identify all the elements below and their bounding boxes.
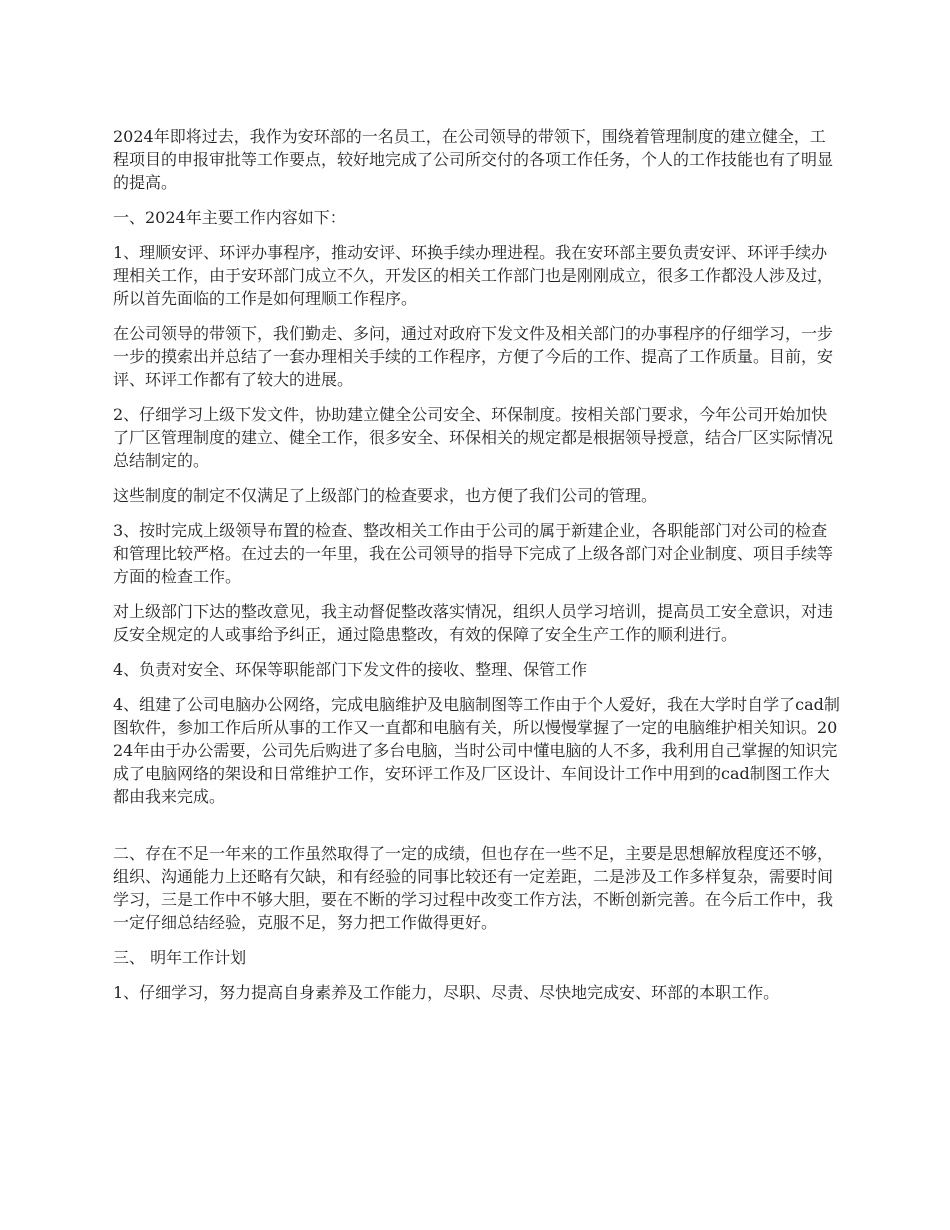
- paragraph-item-1: 1、理顺安评、环评办事程序，推动安评、环换手续办理进程。我在安环部主要负责安评、环评手续办理相关工作，由于安环部门成立不久，开发区的相关工作部门也是刚刚成立，很多工作都没人涉及过，所以首先面临的工作是如何理顺工作程序。: [113, 243, 834, 308]
- paragraph-item-3-detail: 对上级部门下达的整改意见，我主动督促整改落实情况，组织人员学习培训，提高员工安全意识，对违反安全规定的人或事给予纠正，通过隐患整改，有效的保障了安全生产工作的顺利进行。: [113, 602, 834, 644]
- plan-item-1: 1、仔细学习，努力提高自身素养及工作能力，尽职、尽责、尽快地完成安、环部的本职工作。: [113, 983, 780, 1002]
- section-heading-shortcomings: 二、存在不足一年来的工作虽然取得了一定的成绩，但也存在一些不足，主要是思想解放程度还不够，组织、沟通能力上还略有欠缺，和有经验的同事比较还有一定差距，二是涉及工作多样复杂，需要时间学习，三是工作中不够大胆，要在不断的学习过程中改变工作方法，不断创新完善。在今后工作中，我一定仔细总结经验，克服不足，努力把工作做得更好。: [113, 844, 834, 932]
- paragraph-item-4a: 4、负责对安全、环保等职能部门下发文件的接收、整理、保管工作: [113, 660, 588, 679]
- intro-paragraph: 2024年即将过去，我作为安环部的一名员工，在公司领导的带领下，围绕着管理制度的建立健全，工程项目的申报审批等工作要点，较好地完成了公司所交付的各项工作任务，个人的工作技能也有了明显的提高。: [113, 127, 834, 192]
- paragraph-item-3: 3、按时完成上级领导布置的检查、整改相关工作由于公司的属于新建企业，各职能部门对公司的检查和管理比较严格。在过去的一年里，我在公司领导的指导下完成了上级各部门对企业制度、项目手续等方面的检查工作。: [113, 521, 834, 586]
- paragraph-item-4b: 4、组建了公司电脑办公网络，完成电脑维护及电脑制图等工作由于个人爱好，我在大学时自学了cad制图软件，参加工作后所从事的工作又一直都和电脑有关，所以慢慢掌握了一定的电脑维护相关知识。2024年由于办公需要，公司先后购进了多台电脑，当时公司中懂电脑的人不多，我利用自己掌握的知识完成了电脑网络的架设和日常维护工作，安环评工作及厂区设计、车间设计工作中用到的cad制图工作大都由我来完成。: [113, 695, 840, 806]
- paragraph-item-1-detail: 在公司领导的带领下，我们勤走、多问，通过对政府下发文件及相关部门的办事程序的仔细学习，一步一步的摸索出并总结了一套办理相关手续的工作程序，方便了今后的工作、提高了工作质量。目前，安评、环评工作都有了较大的进展。: [113, 324, 834, 389]
- section-heading-work-content: 一、2024年主要工作内容如下：: [113, 208, 346, 227]
- section-heading-next-year-plan: 三、 明年工作计划: [113, 948, 247, 967]
- paragraph-item-2-detail: 这些制度的制定不仅满足了上级部门的检查要求，也方便了我们公司的管理。: [113, 486, 658, 505]
- paragraph-item-2: 2、仔细学习上级下发文件，协助建立健全公司安全、环保制度。按相关部门要求，今年公司开始加快了厂区管理制度的建立、健全工作，很多安全、环保相关的规定都是根据领导授意，结合厂区实际情况总结制定的。: [113, 405, 834, 470]
- document-body: [113, 125, 840, 1016]
